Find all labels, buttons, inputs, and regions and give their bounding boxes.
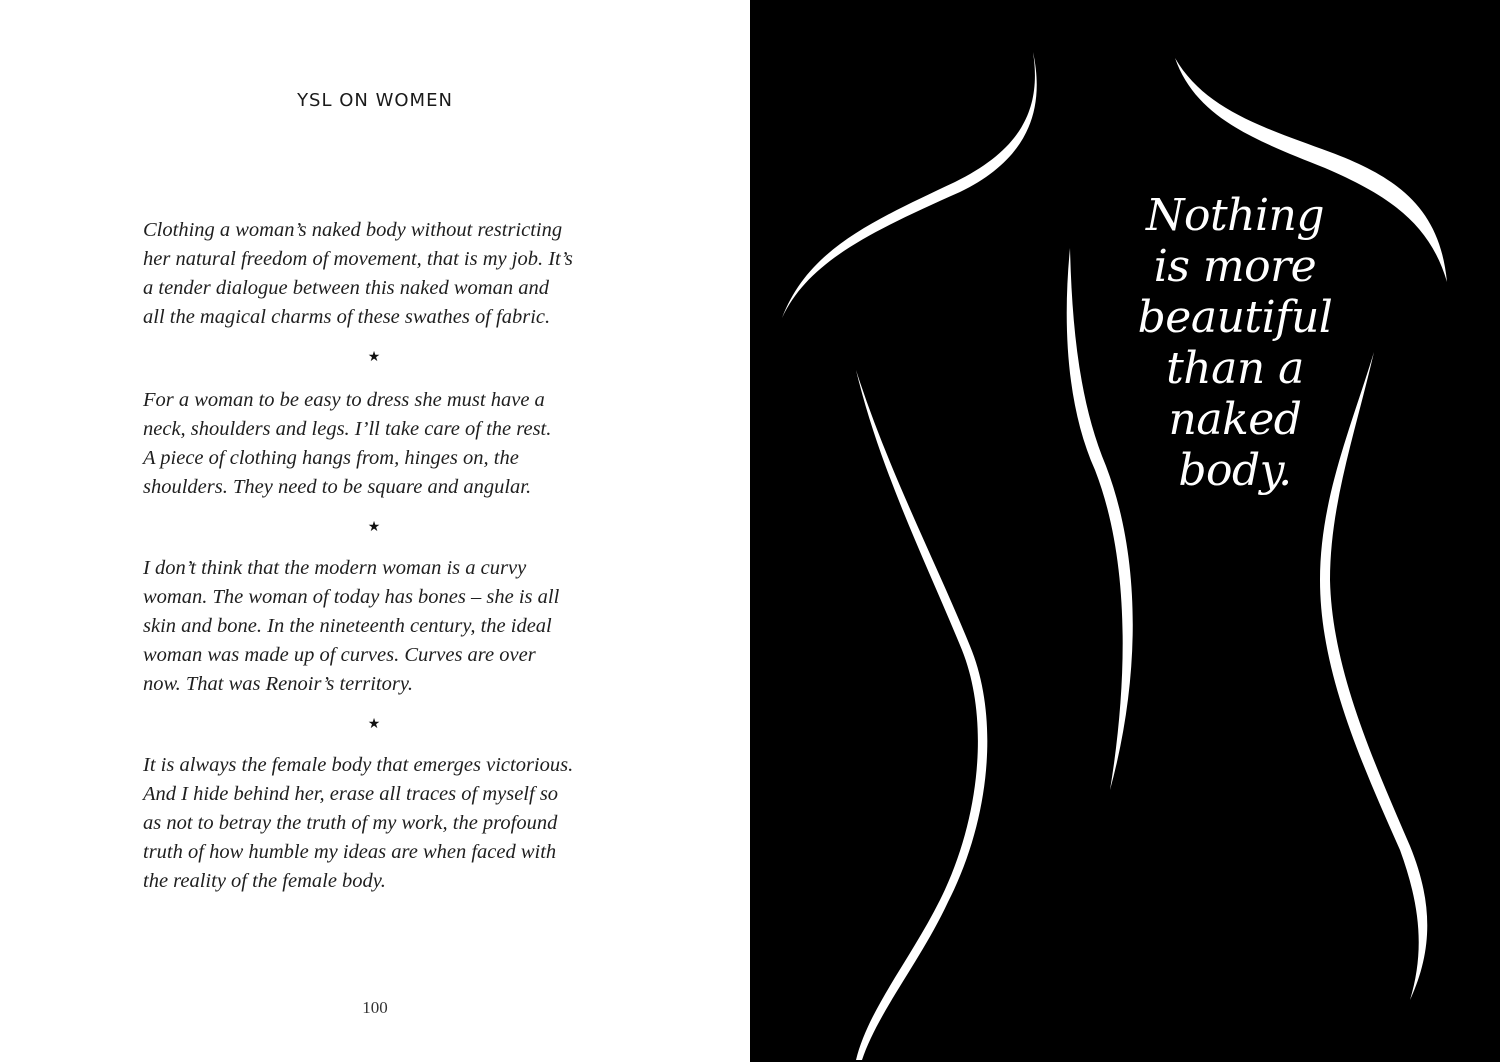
quote-line: woman. The woman of today has bones – she is all — [143, 586, 560, 608]
quote-line: And I hide behind her, erase all traces of myself so — [143, 783, 559, 805]
quote-line: Clothing a woman’s naked body without restricting — [143, 219, 563, 241]
female-torso-silhouette-illustration — [750, 0, 1500, 1062]
star-separator-icon: ★ — [367, 519, 381, 535]
pull-quote-line: than a — [1166, 343, 1304, 394]
quote-line: It is always the female body that emerges victorious. — [143, 754, 574, 776]
quote-line: as not to betray the truth of my work, the profound — [143, 812, 558, 834]
quote-line: shoulders. They need to be square and angular. — [143, 476, 532, 498]
quote-line: truth of how humble my ideas are when faced with — [143, 841, 557, 863]
body-text — [143, 216, 623, 896]
left-waist-line — [856, 370, 987, 1060]
running-head: YSL ON WOMEN — [297, 90, 453, 111]
pull-quote — [1130, 190, 1340, 496]
pull-quote-line: body. — [1178, 445, 1292, 496]
pull-quote-line: naked — [1168, 394, 1302, 445]
quote-1 — [143, 216, 623, 332]
star-separator-icon: ★ — [367, 349, 381, 365]
quote-3 — [143, 554, 623, 699]
quote-line: a tender dialogue between this naked woman and — [143, 277, 549, 299]
pull-quote-line: is more — [1153, 241, 1317, 292]
quote-line: the reality of the female body. — [143, 870, 386, 892]
pull-quote-line: Nothing — [1145, 190, 1325, 241]
quote-line: skin and bone. In the nineteenth century, the ideal — [143, 615, 552, 637]
quote-4 — [143, 751, 623, 896]
quote-line: woman was made up of curves. Curves are over — [143, 644, 536, 666]
pull-quote-line: beautiful — [1137, 292, 1333, 343]
star-separator-icon: ★ — [367, 716, 381, 732]
quote-line: neck, shoulders and legs. I’ll take care of the rest. — [143, 418, 552, 440]
left-shoulder-line — [782, 52, 1037, 318]
quote-2 — [143, 386, 623, 502]
quote-line: her natural freedom of movement, that is my job. It’s — [143, 248, 573, 270]
spine-line — [1067, 248, 1133, 790]
quote-line: now. That was Renoir’s territory. — [143, 673, 413, 695]
page-number: 100 — [362, 998, 388, 1017]
quote-line: I don’t think that the modern woman is a curvy — [143, 557, 527, 579]
quote-line: A piece of clothing hangs from, hinges on, the — [143, 447, 519, 469]
right-page — [750, 0, 1500, 1062]
quote-line: For a woman to be easy to dress she must have a — [143, 389, 545, 411]
quote-line: all the magical charms of these swathes of fabric. — [143, 306, 551, 328]
